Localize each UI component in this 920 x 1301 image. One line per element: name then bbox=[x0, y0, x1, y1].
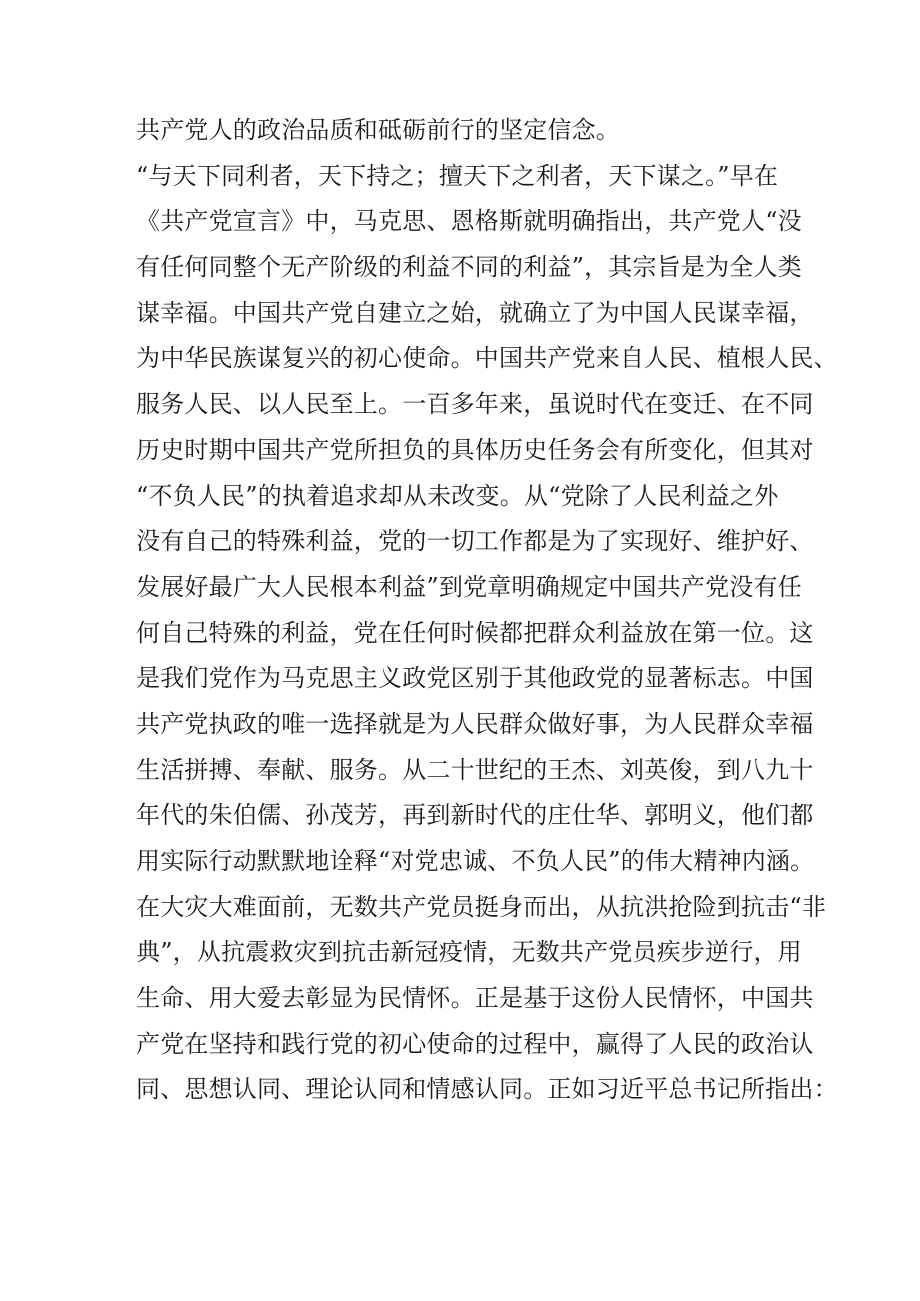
text-line: 历史时期中国共产党所担负的具体历史任务会有所变化，但其对 bbox=[136, 435, 814, 464]
text-line: 发展好最广大人民根本利益”到党章明确规定中国共产党没有任 bbox=[136, 572, 802, 601]
body-text bbox=[136, 108, 836, 1113]
text-line: 《共产党宣言》中，马克思、恩格斯就明确指出，共产党人“没 bbox=[136, 207, 802, 236]
text-line: 有任何同整个无产阶级的利益不同的利益”，其宗旨是为全人类 bbox=[136, 253, 802, 282]
text-line: 共产党人的政治品质和砥砺前行的坚定信念。 bbox=[136, 116, 620, 144]
text-line: 是我们党作为马克思主义政党区别于其他政党的显著标志。中国 bbox=[136, 664, 814, 693]
text-line: 在大灾大难面前，无数共产党员挺身而出，从抗洪抢险到抗击“非 bbox=[136, 892, 827, 921]
text-line: 同、思想认同、理论认同和情感认同。正如习近平总书记所指出： bbox=[136, 1075, 838, 1104]
text-line: 没有自己的特殊利益，党的一切工作都是为了实现好、维护好、 bbox=[136, 527, 814, 556]
text-line: 用实际行动默默地诠释“对党忠诚、不负人民”的伟大精神内涵。 bbox=[136, 847, 815, 875]
text-line: 谋幸福。中国共产党自建立之始，就确立了为中国人民谋幸福， bbox=[136, 298, 814, 327]
text-line: 典”，从抗震救灾到抗击新冠疫情，无数共产党员疾步逆行，用 bbox=[136, 938, 802, 967]
text-line: “不负人民”的执着追求却从未改变。从“党除了人民利益之外 bbox=[136, 481, 779, 510]
text-line: 何自己特殊的利益，党在任何时候都把群众利益放在第一位。这 bbox=[136, 618, 814, 647]
text-line: 生活拼搏、奉献、服务。从二十世纪的王杰、刘英俊，到八九十 bbox=[136, 755, 814, 784]
text-line: “与天下同利者，天下持之；擅天下之利者，天下谋之。”早在 bbox=[136, 161, 779, 190]
text-line: 产党在坚持和践行党的初心使命的过程中，赢得了人民的政治认 bbox=[136, 1029, 814, 1058]
text-line: 服务人民、以人民至上。一百多年来，虽说时代在变迁、在不同 bbox=[136, 390, 814, 419]
text-line: 共产党执政的唯一选择就是为人民群众做好事，为人民群众幸福 bbox=[136, 709, 814, 738]
text-line: 为中华民族谋复兴的初心使命。中国共产党来自人民、植根人民、 bbox=[136, 344, 838, 373]
text-line: 生命、用大爱去彰显为民情怀。正是基于这份人民情怀，中国共 bbox=[136, 984, 814, 1013]
text-line: 年代的朱伯儒、孙茂芳，再到新时代的庄仕华、郭明义，他们都 bbox=[136, 801, 814, 830]
